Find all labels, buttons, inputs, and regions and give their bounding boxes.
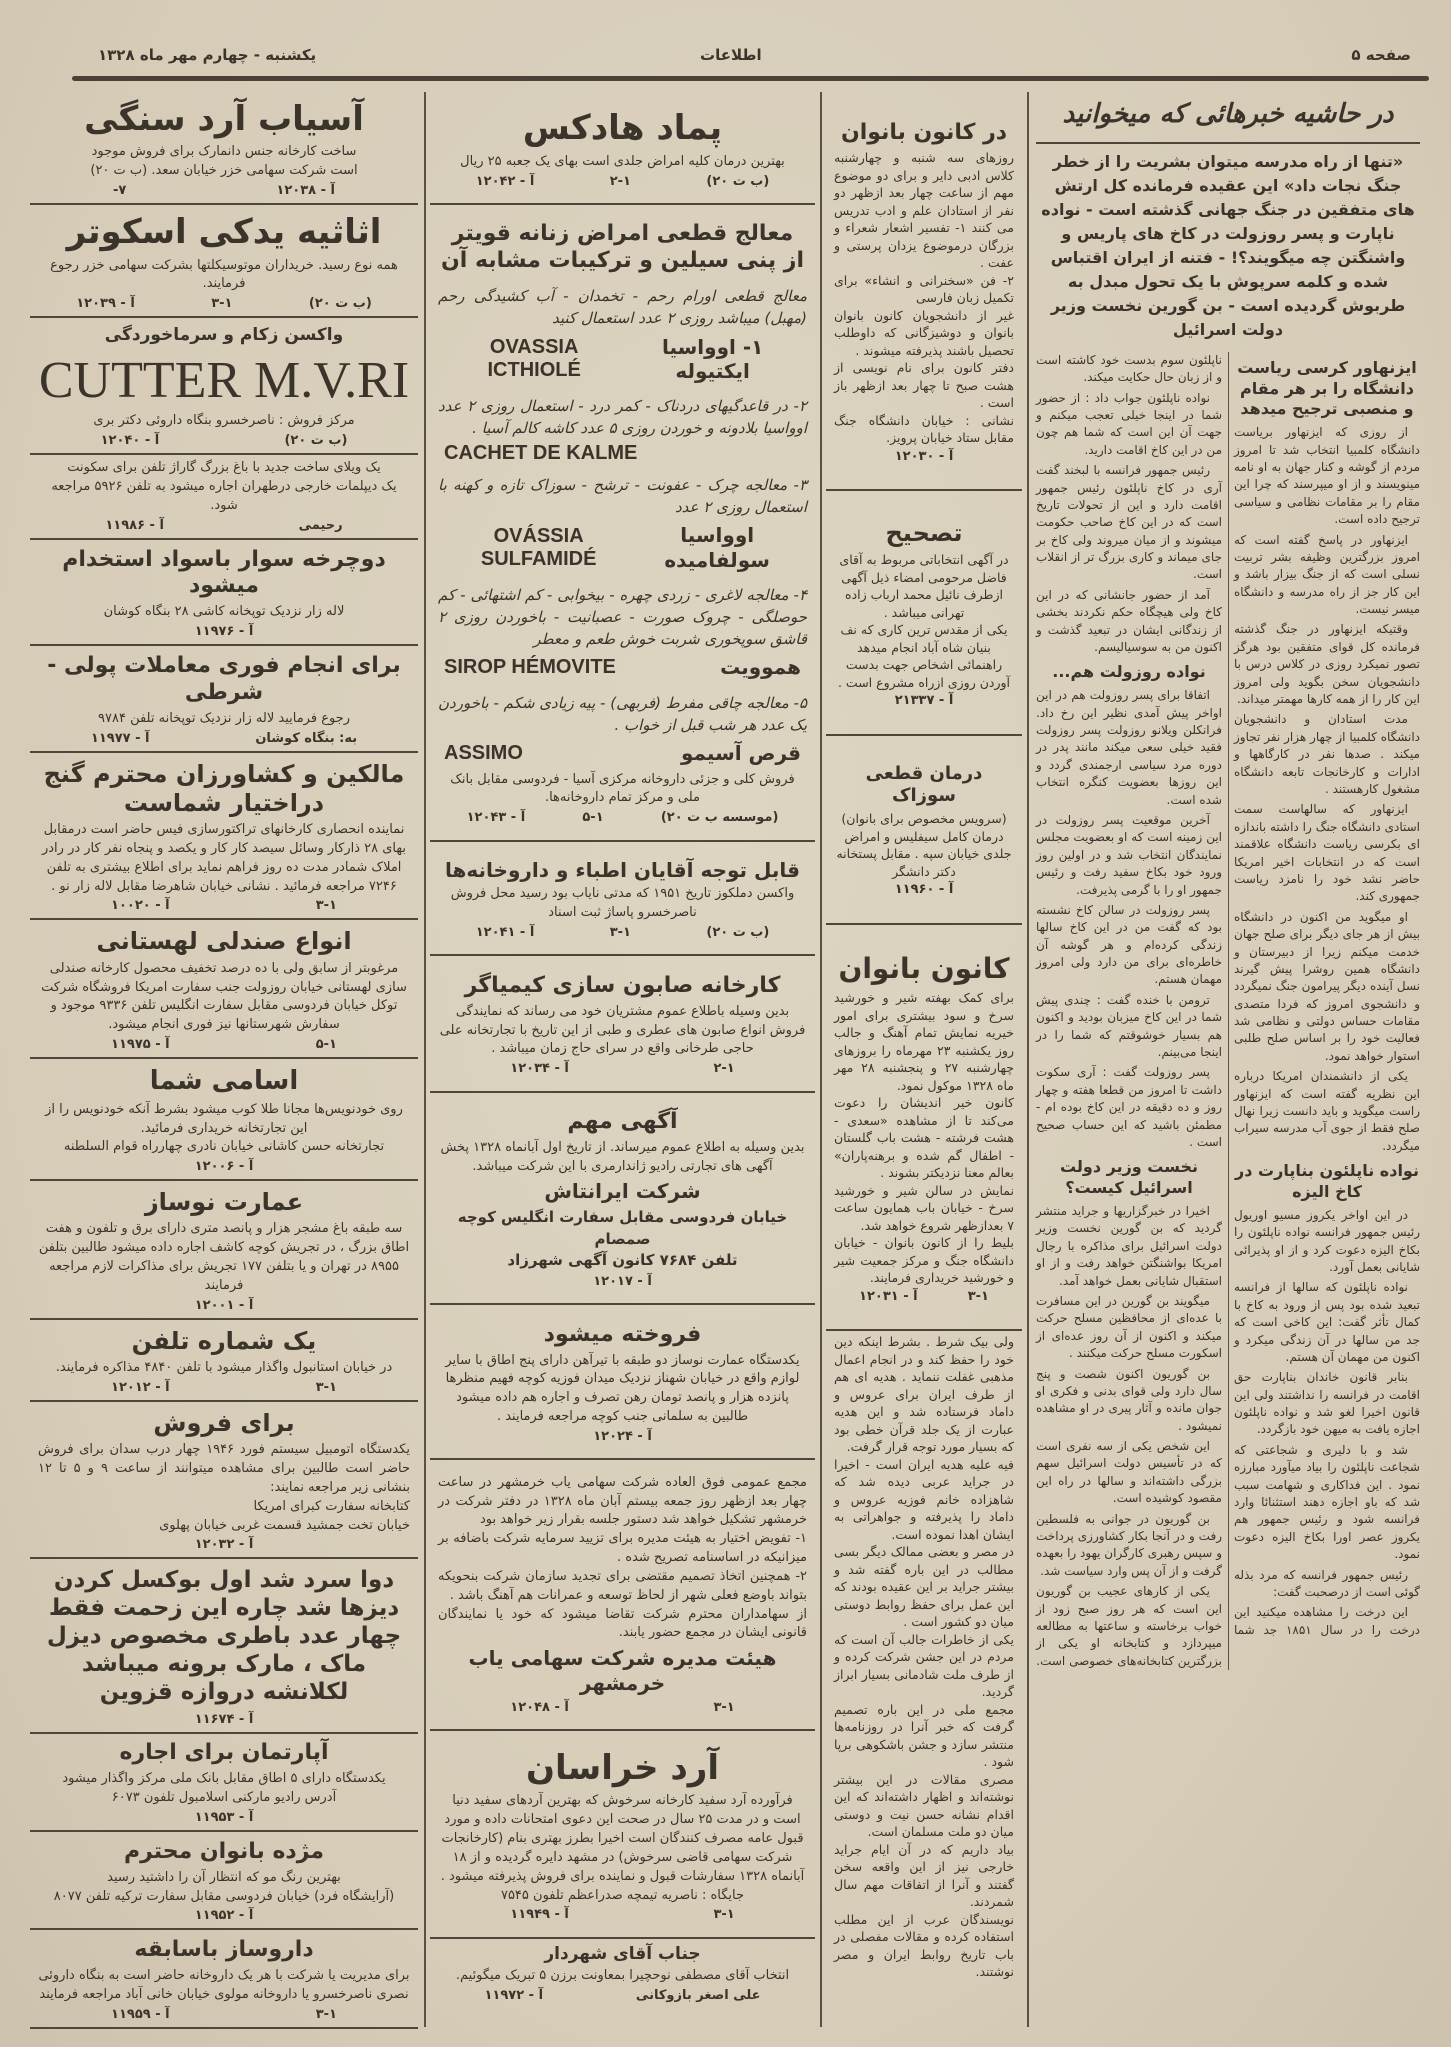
ad-ref-code: آ - ۱۲۰۳۲ [194, 1537, 254, 1553]
ad-text: بهترین رنگ مو که انتظار آن را داشتید رسید [107, 1869, 341, 1885]
ad-text: واکسن دملکوز تاریخ ۱۹۵۱ که مدتی نایاب بود رسید محل فروش ناصرخسرو پاساژ ثبت اسناد [450, 886, 795, 921]
ad-block [430, 92, 815, 205]
ad-ref-code: رحیمی [298, 517, 343, 533]
news-paragraph: یکی از دانشمندان امریکا درباره این نظریه گفته است که ایزنهاور راست میگوید و باید دانست زیرا نهال صلح فقط از جوی آب مدرسه سیراب میگردد. [1234, 1069, 1420, 1153]
ad-text: (سرویس مخصوص برای بانوان) [841, 811, 1007, 827]
ad-reference [438, 1429, 807, 1444]
ad-block [30, 455, 418, 539]
ad-ref-code: آ - ۱۲۰۱۷ [593, 1274, 652, 1290]
ad-block [826, 736, 1022, 925]
product-name-row [444, 442, 801, 465]
ad-text: تجارتخانه حسن کاشانی خیابان نادری چهارراه قوام السلطنه [63, 1139, 385, 1155]
ad-text: مصری مقالات در این بیشتر نوشته‌اند و اظهار داشته‌اند که این اقدام نشانه حسن نیت و دوستی میان دو ملت مسلمان است. [834, 1771, 1014, 1840]
ad-block [30, 1402, 418, 1559]
ad-ref-code: آ - ۱۲۰۳۹ [76, 296, 135, 312]
news-paragraph: ایزنهاور در پاسخ گفته است که امروز بزرگترین وظیفه بشر تربیت نسلی است که از جنگ بیزار باشد و این کار جز از راه مدرسه و دانشگاه میسر نیست. [1234, 532, 1420, 617]
ad-ref-code: آ - ۲۱۳۳۷ [894, 693, 954, 709]
ad-ref-code: (ب ت ۲۰) [706, 925, 770, 941]
ad-title: عمارت نوساز [144, 1188, 304, 1217]
ad-address: تلفن ۷۶۸۴ کانون آگهی شهرزاد [507, 1251, 738, 1270]
product-name-row [444, 332, 801, 387]
ad-text: نمایش در سالن شیر و خورشید سرخ - خیابان باب همایون ساعت ۷ بعدازظهر شروع خواهد شد. [834, 1182, 1014, 1233]
ad-title: کارخانه صابون سازی کیمیاگر [464, 972, 781, 998]
product-description: ۵- معالجه چاقی مفرط (فربهی) - پیه زیادی شکم - باخوردن یک عدد هر شب قبل از خواب . [438, 693, 807, 734]
news-paragraph: شد و با دلیری و شجاعتی که شجاعت ناپلئون را بیاد میآورد مبارزه نمود . این فداکاری و شهامت سبب شد که باو اجازه دهند استثنائا وارد فرانسه شود و رئیس جمهور هم یکروز عصر اورا بکاخ الیزه دعوت نمود. [1234, 1442, 1420, 1562]
ad-reference [438, 810, 807, 825]
news-paragraph: اخیرا در خبرگزاریها و جراید منتشر گردید که بن گورین نخست وزیر دولت اسرائیل برای مذاکره با رجال امریکا بواشنگتن خواهد رفت و از او استقبال شایانی بعمل خواهد آمد. [1036, 1203, 1222, 1288]
ad-ref-code: آ - ۱۰۰۲۰ [111, 898, 170, 914]
header-rule [72, 76, 1429, 81]
ad-reference [38, 433, 410, 448]
ad-signature: شرکت ایرانتاش [544, 1179, 701, 1204]
news-paragraph: در این اواخر یکروز مسیو اوریول رئیس جمهور فرانسه نواده ناپلئون را بکاخ الیزه دعوت کرد و از او پذیرائی شایانی بعمل آورد. [1234, 1207, 1420, 1274]
ad-text: برای کمک بهفته شیر و خورشید سرخ و سود بیشتری برای امور خیریه نمایش تمام آهنگ و جالب روز یکشنبه ۲۳ مهرماه را بروزهای چهارشنبه ۲۷ و پنجشنبه ۲۸ مهر ماه ۱۳۲۸ موکول نمود. [834, 990, 1014, 1093]
ad-ref-code: آ - ۱۲۰۳۰ [894, 448, 954, 464]
ad-block [30, 205, 418, 318]
news-paragraph: میگویند بن گورین در این مسافرت با عده‌ای از محافظین مسلح حرکت میکند و اکنون از آن روز عده‌ای از اسکورت مسلح حرکت میکنند . [1036, 1293, 1222, 1361]
product-name-fa: هموویت [720, 655, 801, 680]
ad-title: برای فروش [153, 1408, 295, 1437]
ad-text: همه نوع رسید. خریداران موتوسیکلتها بشرکت سهامی خزر رجوع فرمایند. [50, 257, 398, 292]
ad-ref-code: به: بنگاه کوشان [255, 730, 358, 746]
ad-ref-code: ۳-۱ [315, 898, 337, 914]
ad-text: مجمع عمومی فوق العاده شرکت سهامی یاب خرمشهر در ساعت چهار بعد ازظهر روز جمعه بیستم آبان ماه ۱۳۲۸ در دفتر شرکت در خرمشهر تشکیل خواهد شد دستور جلسه بقرار زیر خواهد بود [438, 1474, 807, 1528]
ad-title: آگهی مهم [567, 1108, 678, 1134]
ad-ref-code: ۳-۱ [967, 1288, 989, 1304]
product-description: ۲- در قاعدگیهای دردناک - کمر درد - استعمال روزی ۲ عدد اوواسیا بلادونه و خوردن روزی ۵ عدد کاشه کالم آسیا . [438, 397, 807, 438]
ad-block [30, 1320, 418, 1402]
ad-text: نشانی : خیابان دانشگاه جنگ مقابل ستاد خیابان پرویز. [834, 412, 1014, 446]
news-paragraph: او میگوید من اکنون در دانشگاه بیش از هر جای دیگر برای صلح جهان خدمت میکنم زیرا از دبیرستان و دانشگاه همین روشرا پیش گیرند نسل آینده دیگر پیرامون جنگ نمیگردد و دانشجوی امروز که فردا متصدی مقامات حساس دولتی و نظامی شد فعالیت خود را بر اساس صلح طلبی استوار خواهد نمود. [1234, 909, 1420, 1063]
ad-ref-code: آ - ۱۲۰۳۸ [276, 183, 335, 199]
ad-text: ۲- همچنین اتخاذ تصمیم مقتضی برای تجدید سازمان شرکت بنحویکه بتواند باوضع فعلی شهر از لحاظ توسعه و عمرانات هم آهنگ باشد . [438, 1568, 807, 1603]
ad-ref-code: آ - ۱۲۰۰۱ [194, 1297, 254, 1313]
ad-ref-code: آ - ۱۲۰۴۸ [510, 1700, 569, 1716]
ad-reference [38, 296, 410, 311]
ad-block [30, 92, 418, 205]
ad-text: برای مدیریت یا شرکت با هر یک داروخانه حاضر است به بنگاه داروئی نصری ناصرخسرو یا داروخانه مولوی خیابان خانی آباد مراجعه فرمایند [38, 1968, 410, 2003]
ad-ref-code: آ - ۱۱۹۷۷ [90, 730, 150, 746]
news-paragraph: نواده ناپلئون که سالها از فرانسه تبعید شده بود پس از ورود به کاخ با کمال تأثر گفت: این کاخی است که جد من سالها در آن زندگی میکرد و اکنون من مهمان آن هستم. [1234, 1280, 1420, 1364]
ad-ref-code: (ب ت ۲۰) [706, 173, 770, 189]
ad-text: روی خودنویس‌ها مجانا طلا کوب میشود بشرط آنکه خودنویس را از این تجارتخانه خریداری فرمائید. [45, 1101, 403, 1136]
ad-address: خیابان فردوسی مقابل سفارت انگلیس کوچه صمصام [457, 1207, 788, 1248]
ad-ref-code: آ - ۱۱۹۷۲ [484, 1988, 544, 2004]
ad-reference [38, 1037, 410, 1052]
news-columns [1036, 352, 1420, 1670]
ad-reference [438, 1274, 807, 1289]
ad-block [430, 205, 815, 842]
ad-block [430, 1939, 815, 2029]
news-lead: «تنها از راه مدرسه میتوان بشریت را از خطر جنگ نجات داد» این عقیده فرمانده کل ارتش های متفقین در جنگ جهانی گذشته است - نواده ناپارت و پسر روزولت در کاخ های پاریس و واشنگتن چه میگویند؟! - فتنه از ایران اقتباس شده و کلمه سرپوش با یک تحول مبدل به طربوش گردیده است - بن گورین نخست وزیر دولت اسرائیل [1036, 142, 1420, 342]
ad-title: آرد خراسان [525, 1747, 720, 1788]
ad-title: معالج قطعی امراض زنانه قویتر از پنی سیلین و ترکیبات مشابه آن [441, 221, 804, 274]
ad-ref-code: آ - ۱۲۰۳۱ [859, 1288, 918, 1304]
ad-text: انتخاب آقای مصطفی نوحچیرا بمعاونت برزن ۵ تبریک میگوئیم. [455, 1968, 790, 1984]
ad-ref-code: علی اصغر بازوکانی [635, 1988, 761, 2004]
ads-column-2 [430, 92, 815, 2029]
ad-block [30, 646, 418, 752]
news-paragraph: رئیس جمهور فرانسه که مرد بذله گوئی است از درصحبت گفت: [1234, 1567, 1420, 1599]
ad-ref-code: ۵-۱ [315, 1037, 337, 1053]
ad-block [30, 1832, 418, 1930]
ad-reference [38, 1159, 410, 1174]
ad-ref-code: (موسسه ب ت ۲۰) [660, 810, 779, 826]
ad-ref-code: آ - ۱۱۹۷۵ [111, 1037, 170, 1053]
ad-reference [438, 1907, 807, 1922]
ad-title: داروساز باسابقه [134, 1937, 314, 1963]
news-headline: در حاشیه خبرهائی که میخوانید [1062, 99, 1394, 129]
page-number: صفحه ۵ [1351, 46, 1411, 64]
product-description: ۴- معالجه لاغری - زردی چهره - بیخوابی - کم اشتهائی - کم حوصلگی - چروک صورت - عصبانیت - باخوردن روزی ۲ قاشق سوپخوری شربت خوش طعم و معطر [438, 586, 807, 648]
ad-block [30, 1559, 418, 1733]
ad-text: در مصر و بعضی ممالک دیگر بسی مطالب در این باره گفته شد و بیشتر جراید بر این عقیده بودند که این عمل برای حفظ روابط دوستی میان دو کشور است . [834, 1544, 1014, 1630]
ad-ref-code: آ - ۱۲۰۲۴ [593, 1429, 652, 1444]
product-name-en: CACHET DE KALME [444, 441, 638, 464]
ad-ref-code: آ - ۱۲۰۰۶ [194, 1159, 254, 1175]
ad-text: ولی بیک شرط . بشرط اینکه دین خود را حفظ کند و در انجام اعمال مذهبی غفلت ننماید . هدیه ای هم از طرف ایران برای عروس و داماد فرستاده شد و این هدیه عبارت از یک جلد قرآن خطی بود که بسیار مورد توجه قرار گرفت. [834, 1334, 1014, 1455]
column-divider [1027, 92, 1029, 2027]
product-name-fa: اوواسیا سولفامیده [664, 523, 770, 572]
ad-block [430, 1460, 815, 1731]
news-paragraph: آمد از حضور جانشانی که در این کاخ ولی هیچگاه حکم نکردند بخشی از زندگانی ایشان در تبعید گذشت و اکنون من به سوسیالیسم. [1036, 587, 1222, 655]
ad-title: یک شماره تلفن [131, 1326, 317, 1355]
product-description: معالج قطعی اورام رحم - تخمدان - آب کشیدگی رحم (مهبل) میباشد روزی ۲ عدد استعمال کنید [438, 287, 807, 327]
product-name-row [444, 738, 801, 768]
product-name-en: OVÁSSIA SULFAMIDÉ [480, 524, 597, 570]
ad-reference [38, 731, 410, 746]
ad-text: از سهامداران محترم شرکت تقاضا میشود که خود یا نمایندگان قانونی ایشان در مجمع حضور یابند. [438, 1606, 807, 1641]
ad-block [30, 1181, 418, 1320]
product-name-en: SIROP HÉMOVITE [444, 656, 616, 679]
ad-ref-code: آ - ۱۱۹۵۳ [194, 1810, 254, 1825]
ad-reference [38, 1380, 410, 1395]
ad-ref-code: ۵-۱ [582, 810, 604, 826]
product-description: ۳- معالجه چرک - عفونت - ترشح - سوزاک تازه و کهنه با استعمال روزی ۲ عدد [438, 475, 807, 516]
news-paragraph: پسر روزولت گفت : آری سکوت داشت تا امروز من قطعا هفته و چهار روز و ده دقیقه در این کاخ بوده ام - مطمئن باشید که این حساب صحیح است . [1036, 1065, 1222, 1149]
ad-ref-code: ۳-۱ [211, 296, 233, 312]
ad-title: مژده بانوان محترم [123, 1838, 325, 1864]
ad-ref-code: آ - ۱۱۹۴۹ [510, 1907, 569, 1923]
news-subheading: نواده روزولت هم... [1052, 662, 1206, 682]
product-name-fa: قرص آسیمو [680, 741, 801, 766]
ad-reference [438, 1061, 807, 1076]
ad-reference [834, 449, 1014, 464]
column-divider [820, 92, 822, 2027]
ad-text: آدرس رادیو مارکنی اسلامبول تلفون ۶۰۷۳ [111, 1790, 337, 1806]
ad-title: کانون بانوان [838, 952, 1010, 986]
ad-text: درمان کامل سیفلیس و امراض جلدی خیابان سپه . مقابل پستخانه دکتر دانشگر [836, 828, 1012, 879]
ad-block [30, 540, 418, 646]
ad-signature: هیئت مدیره شرکت سهامی یاب خرمشهر [468, 1646, 777, 1695]
ad-title: اثاثیه یدکی اسکوتر [66, 212, 382, 253]
ad-text: بدین وسیله به اطلاع عموم میرساند. از تاریخ اول آبانماه ۱۳۲۸ پخش آگهی های تجارتی رادیو ژاندارمری با این شرکت میباشد. [440, 1139, 805, 1174]
ad-ref-code: ۷- [113, 183, 127, 199]
product-name-row [444, 520, 801, 575]
ad-ref-code: آ - ۱۲۰۴۳ [466, 810, 526, 826]
ad-ref-code: ۳-۱ [713, 1907, 735, 1923]
ad-text: یکدستگاه اتومبیل سیستم فورد ۱۹۴۶ چهار درب سدان برای فروش حاضر است طالبین برای مشاهده میتوانند از ساعت ۹ و ۵ تا ۱۲ بنشانی زیر مراجعه نمایند: [38, 1442, 411, 1495]
ad-ref-code: ۳-۱ [315, 2006, 337, 2022]
ad-text: یک ویلای ساخت جدید با باغ بزرگ گاراژ تلفن برای سکونت [67, 460, 381, 476]
ad-ref-code: ۳-۱ [315, 1379, 337, 1395]
ad-ref-code: آ - ۱۲۰۴۰ [100, 433, 160, 449]
news-subheading: نواده ناپلئون بناپارت در کاخ الیزه [1235, 1161, 1419, 1201]
ad-text: غیر از دانشجویان کانون بانوان بانوان و دوشیزگانی که داوطلب تحصیل باشند پذیرفته میشوند . [834, 307, 1014, 358]
ad-title: واکسن زکام و سرماخوردگی [104, 325, 344, 346]
ad-text: ۱- تفویض اختیار به هیئت مدیره برای تزیید سرمایه شرکت باضافه بر میزانیکه در اساسنامه تصریح شده . [438, 1531, 807, 1566]
ad-text: یکدستگاه عمارت نوساز دو طبقه با تیرآهن دارای پنج اطاق با سایر لوازم واقع در خیابان شهناز نزدیک میدان فوزیه کوچه فهیم منظرها پانزده هزار و پانصد تومان رهن تصرف و اجاره هم داده میشود طالبین به سلمانی جنب کوچه مراجعه فرمایند . [445, 1352, 800, 1425]
ad-ref-code: آ - ۱۱۹۶۰ [894, 882, 954, 898]
ad-reference [38, 1298, 410, 1313]
ad-text: لاله زار نزدیک توپخانه کاشی ۲۸ بنگاه کوشان [103, 604, 345, 620]
ad-ref-code: آ - ۱۲۰۴۲ [475, 173, 535, 189]
ad-reference [38, 624, 410, 639]
news-paragraph: مدت استادان و دانشجویان دانشگاه کلمبیا از چهار هزار نفر تجاوز میکند . صدها نفر در کارگاهها و ادارات و کارخانجات تابعه دانشگاه مشغول کارهستند . [1234, 712, 1420, 796]
news-paragraph: این شخص یکی از سه نفری است که در تأسیس دولت اسرائیل سهم بزرگی داشته‌اند و سالها در راه این مقصود کوشیده است. [1036, 1439, 1222, 1506]
ad-text: روزهای سه شنبه و چهارشنبه کلاس ادبی دایر و برای دو موضوع مهم از ساعت چهار بعد ازظهر دو نفر از استادان علم و ادب تدریس می کنند ۱- تفسیر اشعار شعراء و بزرگان درموضوع یزدان پرستی و عفت . [834, 150, 1014, 271]
ad-title: آسیاب آرد سنگی [84, 98, 364, 139]
issue-date: یکشنبه - چهارم مهر ماه ۱۳۲۸ [98, 46, 317, 64]
ad-text: یکی از مقدس ترین کاری که نف بنیان شاه آباد انجام میدهد راهنمائی اشخاص جهت بدست آوردن روزی ازراه مشروع است . [837, 622, 1011, 690]
ad-ref-code: آ - ۱۲۰۳۴ [510, 1061, 569, 1077]
ad-text: مجمع ملی در این باره تصمیم گرفت که خبر آنرا در روزنامه‌ها منتشر سازد و جشن باشکوهی برپا شود . [834, 1701, 1014, 1770]
ad-reference [38, 898, 410, 913]
ad-text: مرکز فروش : ناصرخسرو بنگاه داروئی دکتر بری [93, 413, 355, 429]
news-paragraph: آخرین موقعیت پسر روزولت در این زمینه است که او بعضویت مجلس نمایندگان انتخاب شد و در اولین روز ورود خود بکاخ سفید رفت و رئیس جمهور او را با گرمی پذیرفت. [1036, 812, 1222, 897]
news-paragraph: بن گوریون در جوانی به فلسطین رفت و در آنجا بکار کشاورزی پرداخت و سپس رهبری کارگران یهود را بعهده گرفت و از آن پس وارد سیاست شد. [1036, 1511, 1222, 1578]
ad-ref-code: آ - ۱۲۰۴۱ [475, 925, 535, 941]
ad-text: بیاد داریم که در آن ایام جراید خارجی نیز از این واقعه سخن گفتند و آنرا از اتفاقات مهم سال شمردند. [834, 1841, 1014, 1910]
ad-text: یکی از خاطرات جالب آن است که مردم در این جشن شرکت کرده و از طرف ملت شادمانی بسیار ابراز گردید. [834, 1631, 1014, 1700]
ad-text: یک دیپلمات خارجی درطهران اجاره میشود به تلفن ۵۹۲۶ مراجعه شود. [51, 479, 397, 513]
ad-title: درمان قطعی سوزاک [865, 763, 983, 807]
ad-reference [438, 1988, 807, 2003]
newspaper-name: اطلاعات [700, 46, 762, 64]
ad-text: سه طبقه باغ مشجر هزار و پانصد متری دارای برق و تلفون و هفت اطاق بزرگ ، در تجریش کوچه کاشف اجاره داده میشود طالبین بتلفن ۸۹۵۵ در تهران و یا بتلفن ۱۷۷ تجریش برای مذاکرات لازم مراجعه فرمایند [38, 1221, 410, 1293]
ad-title: اسامی شما [149, 1066, 299, 1096]
ad-text: است شرکت سهامی خزر خیابان سعد. (ب ت ۲۰) [90, 163, 358, 179]
ad-text: بدین وسیله باطلاع عموم مشتریان خود می رساند که نمایندگی فروش انواع صابون های عطری و طبی از این تاریخ با تجارتخانه علی حاجی طرخانی واقع در سرای حاج زمان میباشد . [439, 1003, 806, 1057]
product-name-en: OVASSIA ICTHIOLÉ [487, 335, 581, 381]
ad-block [30, 753, 418, 921]
ad-block [430, 1305, 815, 1460]
ad-ref-code: آ - ۱۱۹۵۲ [194, 1908, 254, 1924]
ad-block [826, 92, 1022, 491]
ad-reference [834, 1289, 1014, 1304]
ad-reference [438, 1700, 807, 1715]
ad-reference [38, 1537, 410, 1552]
ad-block [430, 1731, 815, 1938]
news-paragraph: از روزی که ایزنهاور بریاست دانشگاه کلمبیا انتخاب شد تا امروز مردم از گوشه و کنار جهان به او نامه مینویسند و از او میپرسند که چرا این مقام را بر مقامات نظامی و سیاسی ترجیح داده است. [1234, 425, 1420, 527]
ad-text: در آگهی انتخاباتی مربوط به آقای فاضل مرحومی امضاء ذیل آگهی ازطرف نائیل محمد ارباب زاده تهرانی میباشد . [839, 552, 1009, 620]
ad-reference [38, 1810, 410, 1825]
notices-column [826, 92, 1022, 2029]
ad-reference [438, 925, 807, 940]
ad-reference [438, 174, 807, 189]
ad-text: ساخت کارخانه جنس دانمارک برای فروش موجود [91, 144, 357, 160]
ad-title: دوا سرد شد اول بوکسل کردن دیزها شد چاره این زحمت فقط چهار عدد باطری مخصوص دیزل ماک ، مارک برونه میباشد لکلانشه دروازه قزوین [46, 1567, 402, 1706]
ad-text: در خیابان استانبول واگذار میشود با تلفن ۴۸۴۰ مذاکره فرمایند. [55, 1360, 393, 1376]
ad-reference [834, 882, 1014, 897]
news-paragraph: ایزنهاور که سالهاست سمت استادی دانشگاه جنگ را داشته باندازه ای بکرسی ریاست دانشگاه علاقمند است که در انتخابات اخیر امریکا حاضر نشد خود را نامزد ریاست جمهوری کند. [1234, 802, 1420, 904]
ad-block [30, 920, 418, 1059]
ad-text: دفتر کانون برای نام نویسی از هشت صبح تا چهار بعد ازظهر باز است . [834, 360, 1014, 411]
news-section [1036, 92, 1420, 1670]
ad-ref-code: (ب ت ۲۰) [308, 296, 372, 312]
ad-title: جناب آقای شهردار [544, 1943, 701, 1964]
ad-text: نماینده انحصاری کارخانهای تراکتورسازی فیس حاضر است درمقابل بهای ۲۸ ذارکار وسائل سیصد کار کار و یکصد و پنجاه نفر کار در رادر املاک شمادر مدت ده روز فراهم نماید برای اطلاع بیشتری به تلفن ۷۲۴۶ مراجعه فرمائید . نشانی خیابان شاهرضا مقابل لاله زار نو . [41, 822, 407, 894]
ad-text: بهترین درمان کلیه امراض جلدی است بهای یک جعبه ۲۵ ریال [460, 153, 785, 169]
ad-text: کانون خیر اندیشان را دعوت می‌کند تا از مشاهده «سعدی - هشت فرشته - هشت باب گلستان - اطفال گم شده و برهنه‌پاران» بعالم معنا نزدیکتر بشوند . [834, 1095, 1014, 1181]
ad-text: کتابخانه سفارت کبرای امریکا [253, 1498, 410, 1514]
product-name-en: ASSIMO [444, 741, 523, 764]
ads-column-1 [30, 92, 418, 2029]
ad-reference [38, 183, 410, 198]
news-subheading: ایزنهاور کرسی ریاست دانشگاه را بر هر مقام و منصبی ترجیح میدهد [1237, 357, 1417, 419]
news-paragraph: نواده ناپلئون جواب داد : از حضور شما در اینجا خیلی تعجب میکنم و جهت آن این است که شما هم چون من در این کاخ اقامت دارید. [1036, 390, 1222, 457]
ad-text: خیابان تخت جمشید قسمت غربی خیابان پهلوی [159, 1517, 410, 1533]
ad-text: بلیط را از کانون بانوان - خیابان دانشگاه جنگ و مرکز جمعیت شیر و خورشید خریداری فرمایند. [834, 1235, 1014, 1286]
ad-title: مالکین و کشاورزان محترم گنج دراختیار شماست [43, 759, 405, 817]
ad-block [30, 1930, 418, 2028]
ad-ref-code: آ - ۱۲۰۱۲ [111, 1379, 170, 1395]
ad-ref-code: آ - ۱۱۹۵۹ [111, 2006, 170, 2022]
ad-ref-code: ۲-۱ [713, 1061, 735, 1077]
ad-block [430, 1093, 815, 1306]
ad-ref-code: ۳-۱ [609, 925, 631, 941]
news-subheading: نخست وزیر دولت اسرائیل کیست؟ [1059, 1157, 1199, 1198]
ad-ref-code: آ - ۱۱۶۷۴ [194, 1711, 254, 1727]
ad-ref-code: آ - ۱۱۹۸۶ [105, 517, 164, 533]
ad-text: (آرایشگاه فرد) خیابان فردوسی مقابل سفارت ترکیه تلفن ۸۰۷۷ [53, 1888, 395, 1904]
news-paragraph: وقتیکه ایزنهاور در جنگ گذشته فرمانده کل قوای متفقین بود هرگز تصور نمیکرد روزی در کلاس درس با دانشجویان سخن بگوید ولی امروز این کار را از همه کارها مهمتر میداند. [1234, 622, 1420, 707]
ad-text: ۲- فن «سخنرانی و انشاء» برای تکمیل زبان فارسی [834, 272, 1014, 306]
ad-text: مرغوبتر از سابق ولی با ده درصد تخفیف محصول کارخانه صندلی سازی لهستانی خیابان روزولت جنب سفارت امریکا فروشگاه شرکت توکل خیابان فردوسی مقابل سفارت انگلیس تلفن ۹۳۳۶ موجود و سفارش شهرستانها نیز فوری انجام میشود. [41, 960, 407, 1033]
ad-ref-code: (ب ت ۲۰) [284, 433, 348, 449]
news-paragraph: ترومن با خنده گفت : چندی پیش شما در این کاخ میزبان بودید و اکنون هم بسیار خوشوقتم که شما را در اینجا می‌بینم. [1036, 992, 1222, 1060]
ad-block [30, 318, 418, 455]
ad-block [826, 1331, 1022, 2029]
ad-text: فیه علیه هدیه ایران است - اخیرا در جراید عربی دیده شد که شاهزاده خانم فوزیه عروس و داماد را پذیرفته و جواهراتی به ایشان اهدا نموده است. [834, 1456, 1014, 1542]
ad-block [826, 925, 1022, 1332]
ad-title: آپارتمان برای اجاره [119, 1740, 329, 1766]
ad-title: در کانون بانوان [840, 119, 1008, 145]
ad-text: نویسندگان عرب از این مطلب استفاده کرده و مقالات مفصلی در باب تاریخ روابط ایران و مصر نوشتند. [834, 1911, 1014, 1980]
news-paragraph: اتفاقا برای پسر روزولت هم در این اواخر پیش آمدی نظیر این رخ داد. فرانکلن ویلانو روزولت پسر روزولت فقید خیلی سعی میکند مانند پدر در دوره مرد سیاسی ارجمندی گردد و این روزها بعضویت کنگره انتخاب شده است. [1036, 688, 1222, 807]
ad-block [430, 842, 815, 957]
ad-title: دوچرخه سوار باسواد استخدام میشود [62, 546, 386, 599]
brand-name: CUTTER M.V.RI [38, 351, 410, 409]
ad-title: پماد هادکس [522, 108, 723, 149]
ad-title: برای انجام فوری معاملات پولی - شرطی [47, 653, 401, 705]
column-divider [424, 92, 426, 2027]
ad-ref-code: ۳-۱ [713, 1700, 735, 1716]
news-paragraph: بنابر قانون خاندان بناپارت حق اقامت در فرانسه را نداشتند ولی این قانون اخیرا لغو شد و نواده ناپلئون اجازه یافت به میهن خود بازگردد. [1234, 1370, 1420, 1437]
ad-reference [38, 1712, 410, 1727]
ad-title: انواع صندلی لهستانی [96, 927, 352, 956]
ad-text: یکدستگاه دارای ۵ اطاق مقابل بانک ملی مرکز واگذار میشود [62, 1771, 386, 1787]
ad-reference [38, 2007, 410, 2022]
ad-block [30, 1734, 418, 1832]
ad-ref-code: ۲-۱ [609, 173, 631, 189]
news-paragraph: یکی از کارهای عجیب بن گوریون این است که هر روز صبح زود از خواب برخاسته و ساعتها به مطالعه میپردازد و کتابخانه او یکی از بزرگترین کتابخانه‌های خصوصی است. [1036, 1584, 1222, 1668]
ad-title: فروخته میشود [543, 1321, 702, 1347]
ad-block [30, 1059, 418, 1181]
ad-title: قابل توجه آقایان اطباء و داروخانه‌ها [445, 858, 800, 883]
product-name-fa: ۱- اوواسیا ایکتیوله [661, 334, 764, 383]
ad-title: تصحیح [885, 518, 963, 547]
ad-block [430, 956, 815, 1092]
news-paragraph: بن گوریون اکنون شصت و پنج سال دارد ولی قوای بدنی و فکری او جوان مانده و آثار پیری در او مشاهده نمیشود . [1036, 1366, 1222, 1433]
ad-reference [38, 518, 410, 533]
ad-reference [38, 1908, 410, 1923]
ad-text: فروش کلی و جزئی داروخانه مرکزی آسیا - فردوسی مقابل بانک ملی و مرکز تمام داروخانه‌ها. [450, 771, 795, 806]
news-paragraph: این درخت را مشاهده میکنید این درخت را در سال ۱۸۵۱ جد شما ناپلئون سوم بدست خود کاشته است و از زبان حال حکایت میکند. [1036, 352, 1420, 1637]
ad-ref-code: آ - ۱۱۹۷۶ [194, 624, 254, 640]
news-paragraph: رئیس جمهور فرانسه با لبخند گفت آری در کاخ ناپلئون رئیس جمهور اقامت دارد و این از تحولات تاریخ است که در این کاخ صاحب حکومت میشوند و از میان میروند ولی کاخ بر جای میماند و کاری بزرگ تر از انقلاب است. [1036, 463, 1222, 582]
ad-text: فرآورده آرد سفید کارخانه سرخوش که بهترین آردهای سفید دنیا است و در مدت ۲۵ سال در صحت این دعوی امتحانات داده و مورد قبول عامه مصرف کنندگان است اخیرا بطرز بهتری بنام (کارخانجات شرکت سهامی قاضی سرخوش) در مشهد دایره گردیده و از ۱۸ آبانماه ۱۳۲۸ سفارشات قبول و نماینده برای فروش پذیرفته میشود . [440, 1793, 805, 1884]
ad-block [826, 491, 1022, 735]
ad-text: رجوع فرمایید لاله زار نزدیک توپخانه تلفن ۹۷۸۴ [98, 710, 350, 726]
ad-text: جایگاه : ناصریه تیمچه صدراعظم تلفون ۷۵۴۵ [500, 1887, 745, 1903]
product-name-row [444, 652, 801, 682]
news-paragraph: پسر روزولت در سالن کاخ نشسته بود که گفت من در این کاخ سالها زندگی کرده‌ام و هر گوشه آن خاطره‌ای برای من دارد ولی امروز مهمان هستم. [1036, 902, 1222, 987]
ad-reference [834, 693, 1014, 708]
